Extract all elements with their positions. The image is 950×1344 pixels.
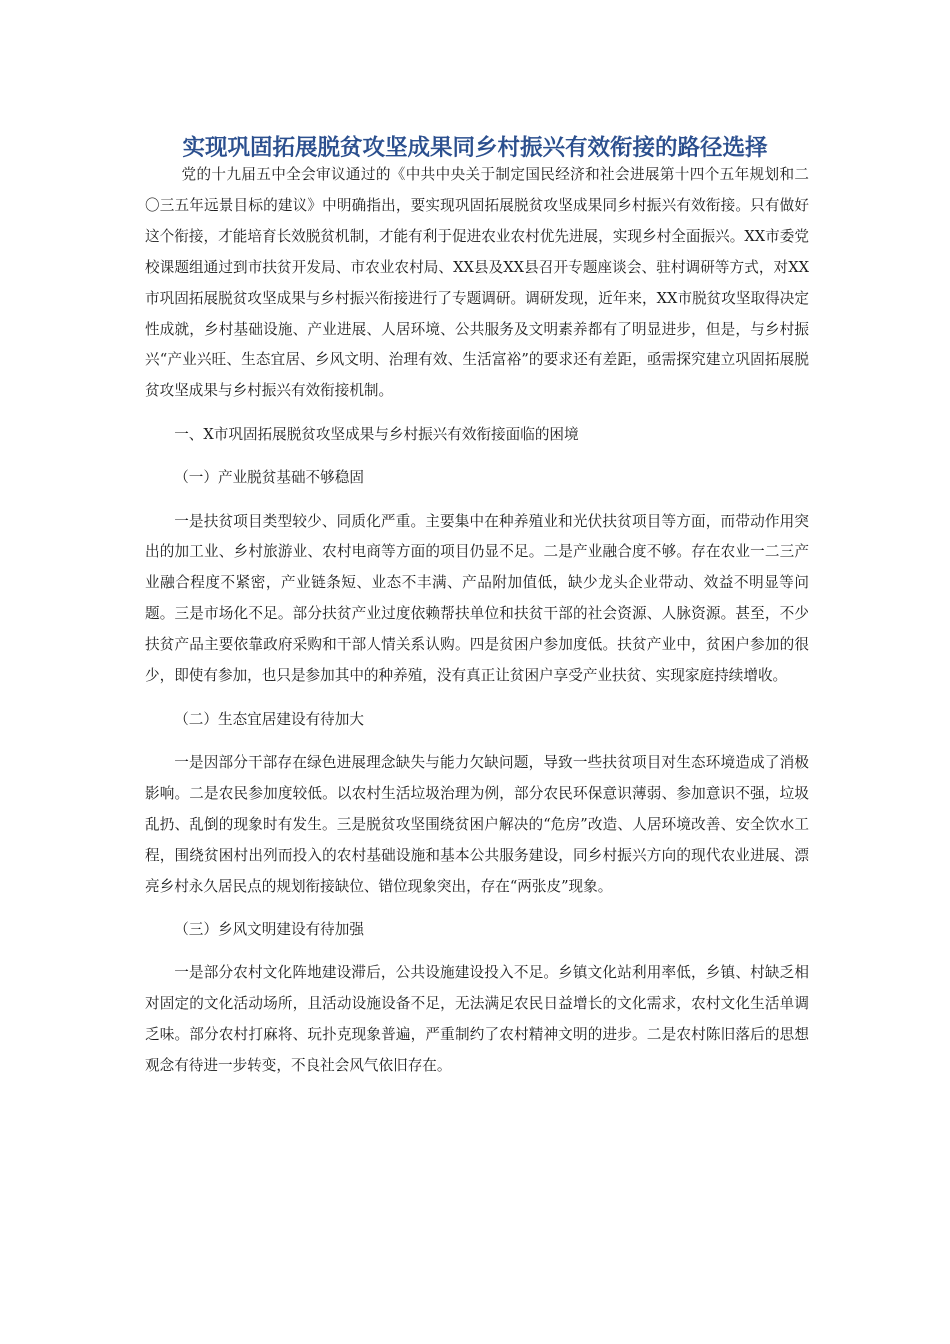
subsection-heading-2: （二）生态宜居建设有待加大	[174, 710, 364, 728]
body-paragraph: 一是扶贫项目类型较少、同质化严重。主要集中在种养殖业和光伏扶贫项目等方面，而带动作用突出的加工业、乡村旅游业、农村电商等方面的项目仍显不足。二是产业融合度不够。存在农业一二三产业融合程度不紧密，产业链条短、业态不丰满、产品附加值低，缺少龙头企业带动、效益不明显等问题。三是市场化不足。部分扶贫产业过度依赖帮扶单位和扶贫干部的社会资源、人脉资源。甚至，不少扶贫产品主要依靠政府采购和干部人情关系认购。四是贫困户参加度低。扶贫产业中，贫困户参加的很少，即使有参加，也只是参加其中的种养殖，没有真正让贫困户享受产业扶贫、实现家庭持续增收。	[145, 512, 809, 685]
subsection-heading-3: （三）乡风文明建设有待加强	[174, 920, 364, 938]
subsection-heading-1: （一）产业脱贫基础不够稳固	[174, 469, 364, 487]
document-title: 实现巩固拓展脱贫攻坚成果同乡村振兴有效衔接的路径选择	[182, 135, 768, 161]
document-body	[145, 160, 809, 1082]
body-paragraph: 一是因部分干部存在绿色进展理念缺失与能力欠缺问题，导致一些扶贫项目对生态环境造成了消极影响。二是农民参加度较低。以农村生活垃圾治理为例，部分农民环保意识薄弱、参加意识不强，垃圾乱扔、乱倒的现象时有发生。三是脱贫攻坚围绕贫困户解决的“危房”改造、人居环境改善、安全饮水工程，围绕贫困村出列而投入的农村基础设施和基本公共服务建设，同乡村振兴方向的现代农业进展、漂亮乡村永久居民点的规划衔接缺位、错位现象突出，存在“两张皮”现象。	[145, 753, 809, 895]
body-paragraph: 一是部分农村文化阵地建设滞后，公共设施建设投入不足。乡镇文化站利用率低，乡镇、村缺乏相对固定的文化活动场所，且活动设施设备不足，无法满足农民日益增长的文化需求，农村文化生活单调乏味。部分农村打麻将、玩扑克现象普遍，严重制约了农村精神文明的进步。二是农村陈旧落后的思想观念有待进一步转变，不良社会风气依旧存在。	[145, 964, 809, 1075]
intro-paragraph: 党的十九届五中全会审议通过的《中共中央关于制定国民经济和社会进展第十四个五年规划和二〇三五年远景目标的建议》中明确指出，要实现巩固拓展脱贫攻坚成果同乡村振兴有效衔接。只有做好这个衔接，才能培育长效脱贫机制，才能有利于促进农业农村优先进展，实现乡村全面振兴。XX市委党校课题组通过到市扶贫开发局、市农业农村局、XX县及XX县召开专题座谈会、驻村调研等方式，对XX市巩固拓展脱贫攻坚成果与乡村振兴衔接进行了专题调研。调研发现，近年来，XX市脱贫攻坚取得决定性成就，乡村基础设施、产业进展、人居环境、公共服务及文明素养都有了明显进步，但是，与乡村振兴“产业兴旺、生态宜居、乡风文明、治理有效、生活富裕”的要求还有差距，亟需探究建立巩固拓展脱贫攻坚成果与乡村振兴有效衔接机制。	[145, 166, 809, 400]
section-heading-1: 一、X市巩固拓展脱贫攻坚成果与乡村振兴有效衔接面临的困境	[174, 425, 579, 443]
